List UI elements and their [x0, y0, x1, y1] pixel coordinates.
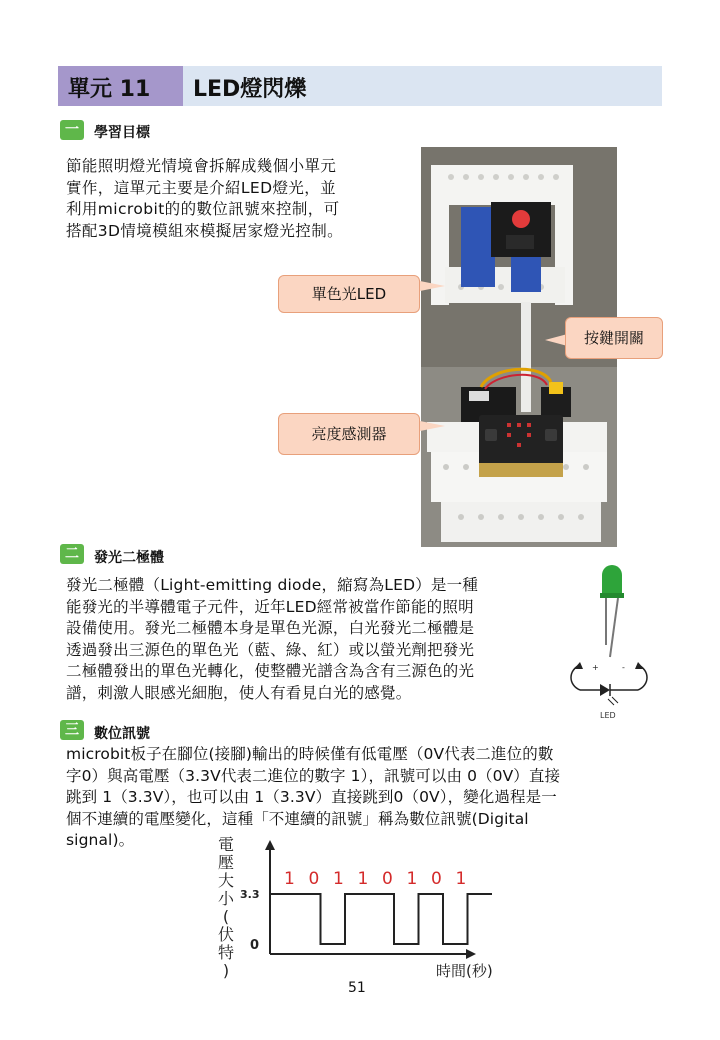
section-2-badge: 二: [60, 544, 84, 564]
led-callout: 單色光LED: [278, 275, 420, 313]
section-3-badge: 三: [60, 720, 84, 740]
led-line: 發光二極體（Light-emitting diode，縮寫為LED）是一種: [66, 576, 479, 594]
digital-line: microbit板子在腳位(接腳)輸出的時候僅有低電壓（0V代表二進位的數: [66, 745, 554, 763]
y-tick-high: 3.3: [240, 888, 260, 901]
led-line: 譜，刺激人眼感光細胞，使人有看見白光的感覺。: [66, 683, 412, 702]
signal-waveform: [270, 894, 492, 944]
y-axis-label-char: 特: [217, 943, 235, 962]
section-1-badge: 一: [60, 120, 84, 140]
bit-label: 1: [406, 869, 418, 889]
digital-line: 個不連續的電壓變化，這種「不連續的訊號」稱為數位訊號(Digital: [66, 809, 529, 828]
page-number: 51: [348, 980, 366, 996]
bit-label: 1: [357, 869, 369, 889]
led-line: 能發光的半導體電子元件，近年LED經常被當作節能的照明: [66, 597, 474, 616]
y-axis-label-char: 電: [217, 836, 235, 854]
y-axis-label-char: (: [222, 907, 230, 926]
y-axis-label-char: 壓: [217, 853, 235, 872]
intro-line: 搭配3D情境模組來模擬居家燈光控制。: [66, 221, 343, 240]
intro-line: 實作，這單元主要是介紹LED燈光，並: [66, 178, 337, 197]
y-axis-arrow: [265, 840, 275, 850]
intro-line: 利用microbit的的數位訊號來控制，可: [66, 200, 340, 218]
bit-label: 1: [284, 869, 295, 889]
led-line: 二極體發出的單色光轉化，使整體光譜含為含有三源色的光: [66, 662, 475, 680]
section-2-title: 發光二極體: [94, 550, 164, 566]
unit-label: 單元 11: [68, 77, 151, 102]
section-3-title: 數位訊號: [94, 726, 150, 742]
svg-text:+: +: [592, 663, 599, 672]
bit-label: 1: [455, 869, 467, 889]
intro-paragraph: [66, 156, 416, 242]
bit-label: 0: [308, 869, 320, 889]
button-callout: 按鍵開關: [565, 317, 663, 359]
digital-line: signal)。: [66, 831, 135, 849]
x-axis-label: 時間(秒): [436, 962, 493, 980]
svg-text:-: -: [622, 663, 625, 672]
led-line: 設備使用。發光二極體本身是單色光源，白光發光二極體是: [66, 619, 475, 637]
led-paragraph: [66, 575, 566, 704]
digital-signal-chart: [200, 836, 520, 986]
y-axis-label-char: 伏: [217, 925, 235, 944]
x-axis-arrow: [466, 949, 476, 959]
led-line: 透過發出三源色的單色光（藍、綠、紅）或以螢光劑把發光: [66, 640, 475, 659]
y-axis-label: [218, 836, 235, 980]
y-axis-label-char: 大: [217, 871, 235, 890]
y-tick-low: 0: [250, 938, 260, 953]
digital-line: 跳到 1（3.3V），也可以由 1（3.3V）直接跳到0（0V），變化過程是一: [66, 788, 557, 806]
y-axis-label-char: ): [222, 961, 230, 980]
bit-label: 0: [382, 869, 393, 889]
bit-label: 1: [333, 869, 344, 889]
bit-label: 0: [431, 869, 442, 889]
led-symbol-label: LED: [600, 711, 616, 720]
y-axis-label-char: 小: [217, 889, 235, 908]
led-bulb: [602, 565, 622, 595]
intro-line: 節能照明燈光情境會拆解成幾個小單元: [66, 157, 337, 175]
unit-title-box: [183, 66, 662, 106]
led-illustration: [560, 565, 660, 725]
unit-title: LED燈閃爍: [193, 77, 307, 102]
sensor-callout: 亮度感測器: [278, 413, 420, 455]
digital-line: 字0）與高電壓（3.3V代表二進位的數字 1），訊號可以由 0（0V）直接: [66, 766, 561, 785]
unit-label-box: [58, 66, 183, 106]
section-1-title: 學習目標: [94, 125, 150, 141]
